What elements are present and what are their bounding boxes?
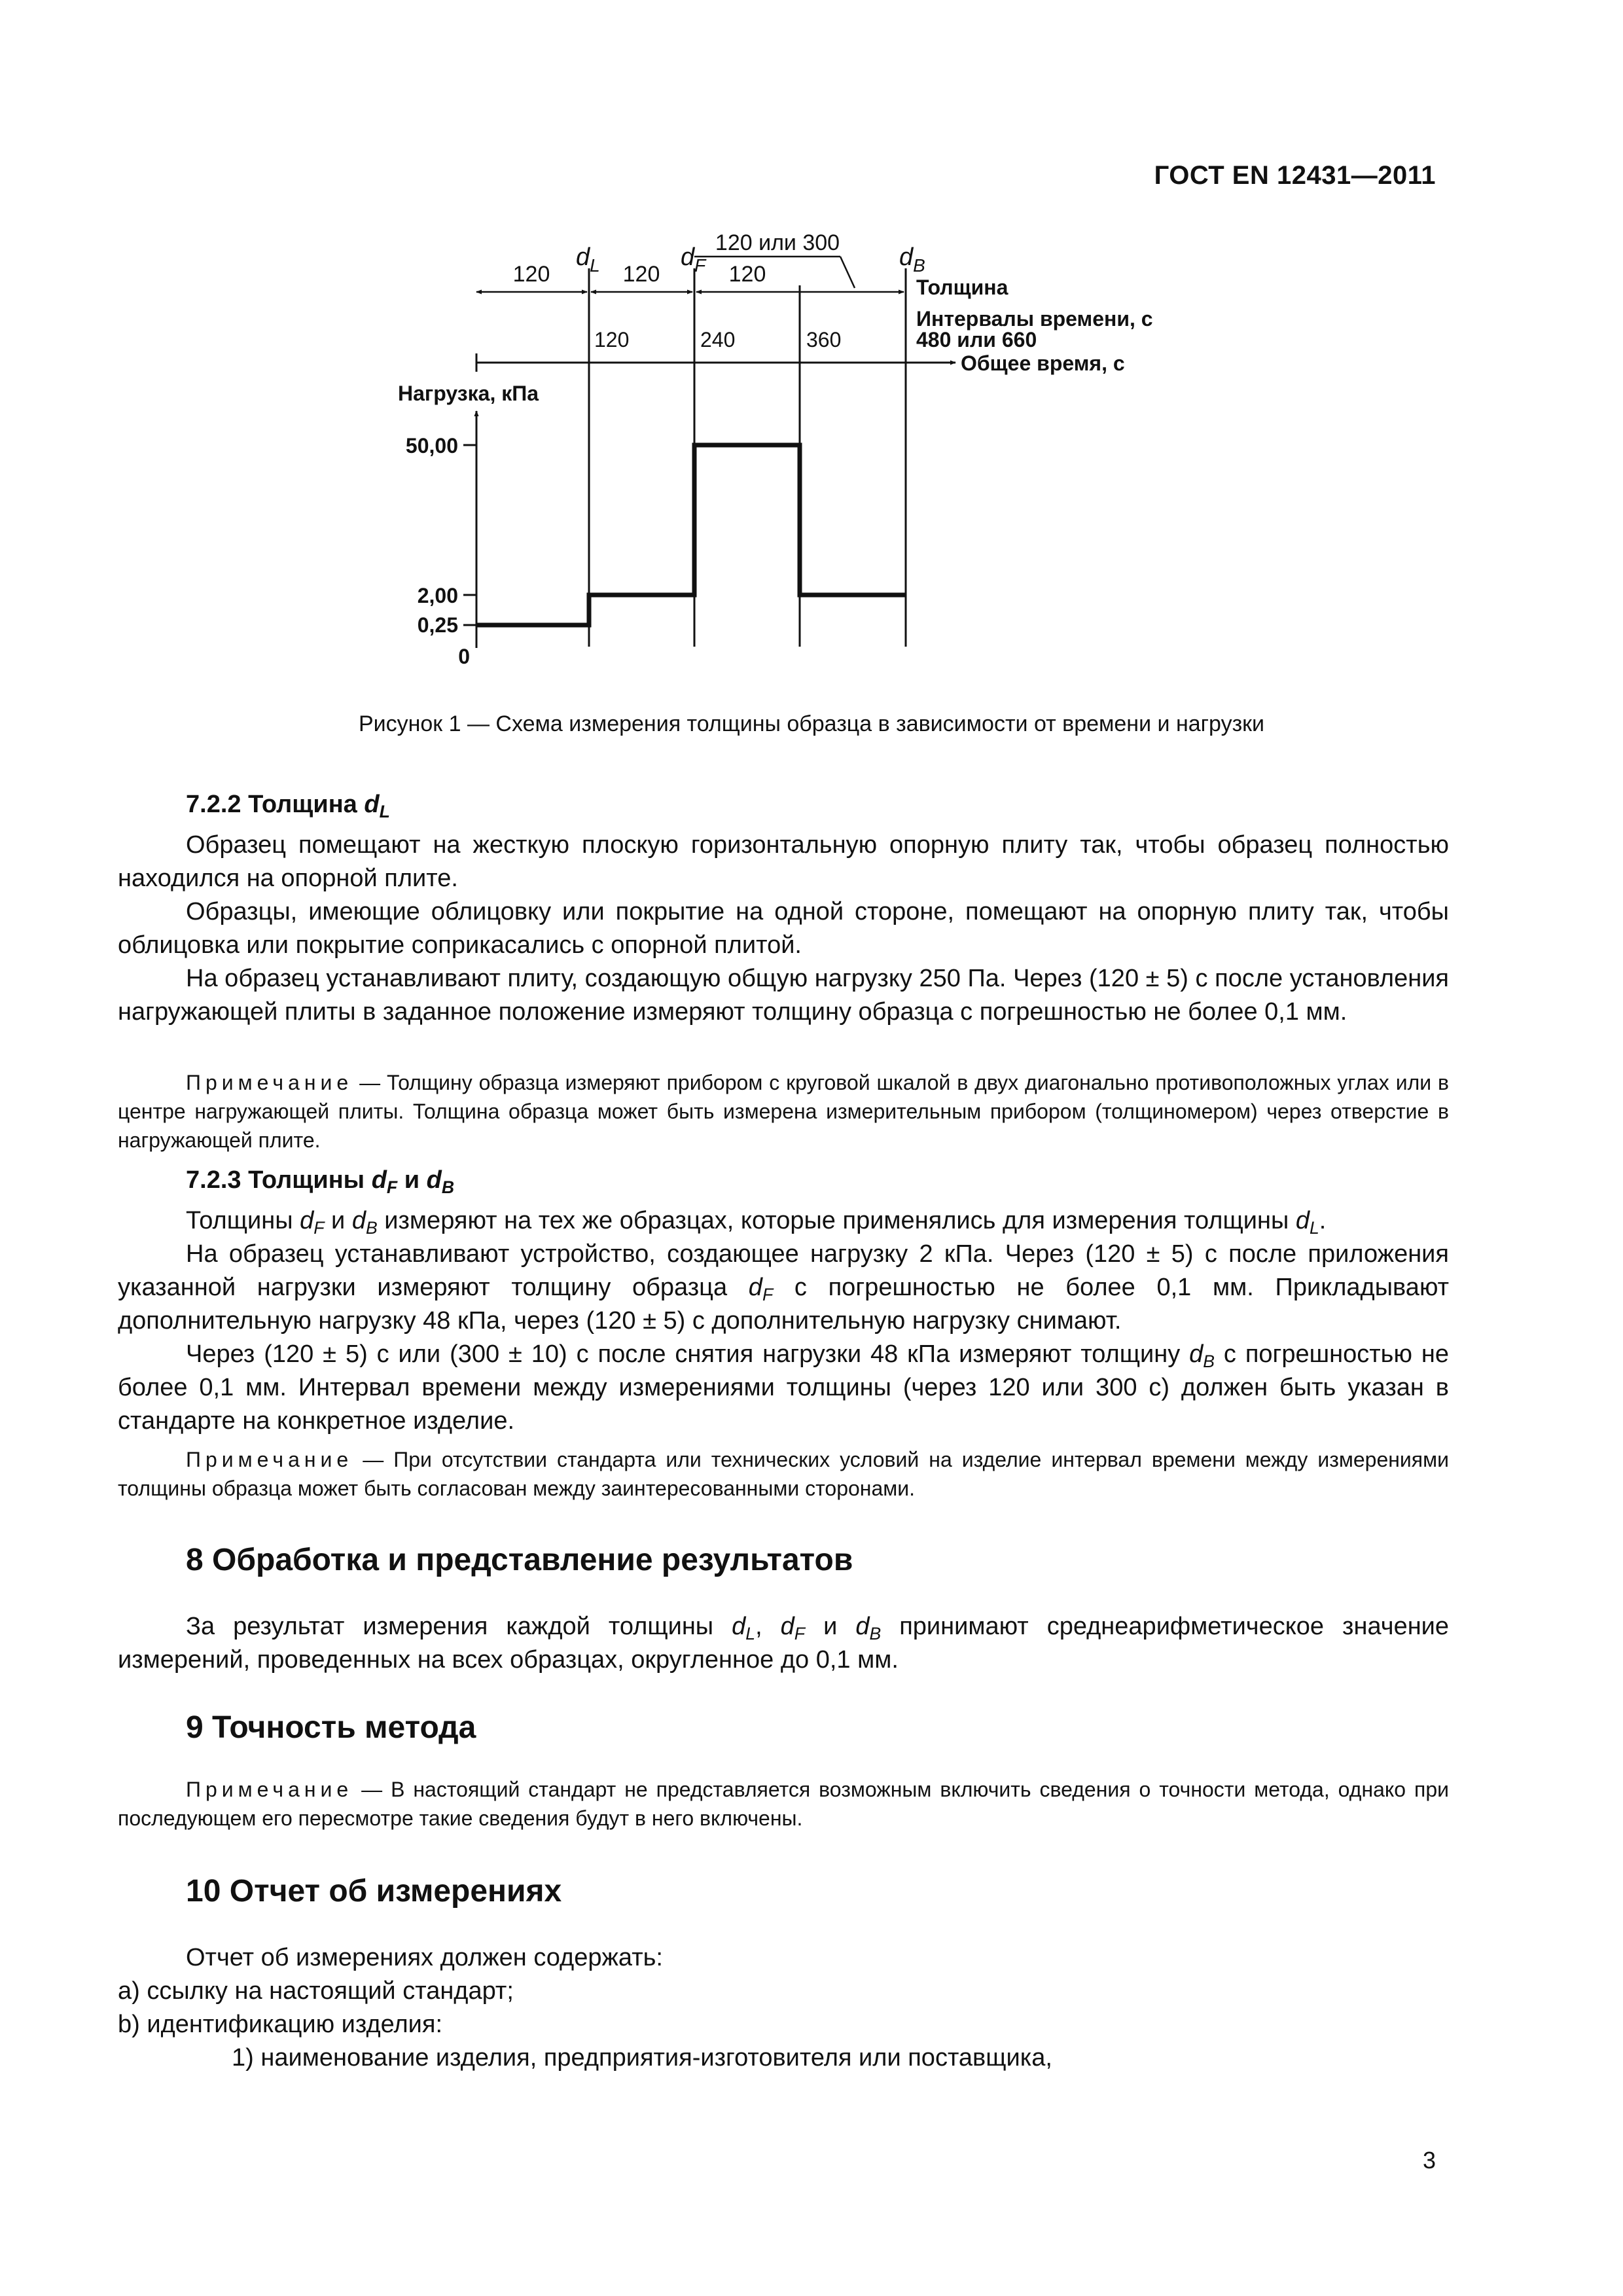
intervals-label-2: 480 или 660 (916, 328, 1037, 351)
document-code: ГОСТ EN 12431—2011 (1154, 161, 1436, 190)
s8-paragraph: За результат измерения каждой толщины $d_L$, $d_F$ и $d_B$ принимают среднеарифметическое значение измерений, проведенных на всех образцах, округленное до 0,1 мм. (118, 1613, 1450, 1674)
s722-paragraph-3: На образец устанавливают плиту, создающую общую нагрузку 250 Па. Через (120 ± 5) с после установления нагружающей плиты в заданное положение измеряют толщину образца с погрешностью не более 0,1 мм. (118, 965, 1449, 1026)
section-7-2-3-heading: 7.2.3 Толщины $d_F$ и $d_B$ (186, 1166, 455, 1197)
s723-note: Примечание — При отсутствии стандарта или технических условий на изделие интервал времени между измерениями толщины образца может быть согласован между заинтересованными сторонами. (118, 1448, 1450, 1500)
seg2-label: 120 (622, 262, 660, 287)
figure-caption: Рисунок 1 — Схема измерения толщины образца в зависимости от времени и нагрузки (358, 711, 1265, 736)
seg3-label: 120 (728, 262, 766, 287)
load-time-diagram (0, 0, 1623, 694)
s723-paragraph-1: Толщины $d_F$ и $d_B$ измеряют на тех же образцах, которые применялись для измерения толщины $d_L$. (186, 1207, 1327, 1238)
page-number: 3 (1422, 2147, 1436, 2174)
top-span-label: 120 или 300 (715, 230, 840, 255)
time-tick-360: 360 (806, 328, 842, 351)
s10-list-item-b1: 1) наименование изделия, предприятия-изготовителя или поставщика, (232, 2044, 1052, 2072)
s723-paragraph-3: Через (120 ± 5) с или (300 ± 10) с после снятия нагрузки 48 кПа измеряют толщину $d_B$ с погрешностью не более 0,1 мм. Интервал времени между измерениями толщины (через 120 или 300 с) должен быть указан в стандарте на конкретное изделие. (118, 1340, 1449, 1435)
section-9-heading: 9 Точность метода (186, 1710, 476, 1745)
load-tick-2: 2,00 (417, 584, 458, 607)
thickness-label: Толщина (916, 276, 1008, 299)
seg1-label: 120 (512, 262, 550, 287)
s723-paragraph-2: На образец устанавливают устройство, создающее нагрузку 2 кПа. Через (120 ± 5) с после приложения указанной нагрузки измеряют толщину образца $d_F$ с погрешностью не более 0,1 мм. Прикладывают дополнительную нагрузку 48 кПа, через (120 ± 5) с дополнительную нагрузку снимают. (118, 1240, 1450, 1335)
top-span-tail (840, 257, 855, 288)
load-tick-50: 50,00 (405, 434, 458, 457)
s9-note: Примечание — В настоящий стандарт не представляется возможным включить сведения о точности метода, однако при последующем его пересмотре такие сведения будут в него включены. (118, 1778, 1449, 1830)
db-label: $d_B$ (899, 243, 925, 276)
time-tick-240: 240 (700, 328, 736, 351)
load-tick-0: 0 (458, 645, 470, 668)
s722-paragraph-1: Образец помещают на жесткую плоскую горизонтальную опорную плиту так, чтобы образец полностью находился на опорной плите. (118, 831, 1449, 892)
s10-intro: Отчет об измерениях должен содержать: (186, 1944, 663, 1971)
section-7-2-2-heading: 7.2.2 Толщина $d_L$ (186, 791, 390, 821)
total-time-label: Общее время, с (961, 351, 1125, 375)
load-step-line (476, 445, 906, 625)
section-10-heading: 10 Отчет об измерениях (186, 1874, 562, 1909)
s10-list-item-a: a) ссылку на настоящий стандарт; (118, 1977, 514, 2005)
load-tick-025: 0,25 (417, 613, 458, 637)
s722-paragraph-2: Образцы, имеющие облицовку или покрытие на одной стороне, помещают на опорную плиту так, чтобы облицовка или покрытие соприкасались с опорной плитой. (118, 898, 1449, 959)
dl-label: $d_L$ (576, 243, 600, 276)
section-8-heading: 8 Обработка и представление результатов (186, 1543, 853, 1577)
intervals-label-1: Интервалы времени, с (916, 307, 1153, 331)
s10-list-item-b: b) идентификацию изделия: (118, 2011, 443, 2038)
df-label: $d_F$ (681, 243, 706, 276)
time-tick-120: 120 (594, 328, 630, 351)
load-axis-label: Нагрузка, кПа (398, 382, 539, 405)
s722-note: Примечание — Толщину образца измеряют прибором с круговой шкалой в двух диагонально противоположных углах или в центре нагружающей плиты. Толщина образца может быть измерена измерительным прибором (толщиномером) через отверстие в нагружающей плите. (118, 1071, 1450, 1152)
